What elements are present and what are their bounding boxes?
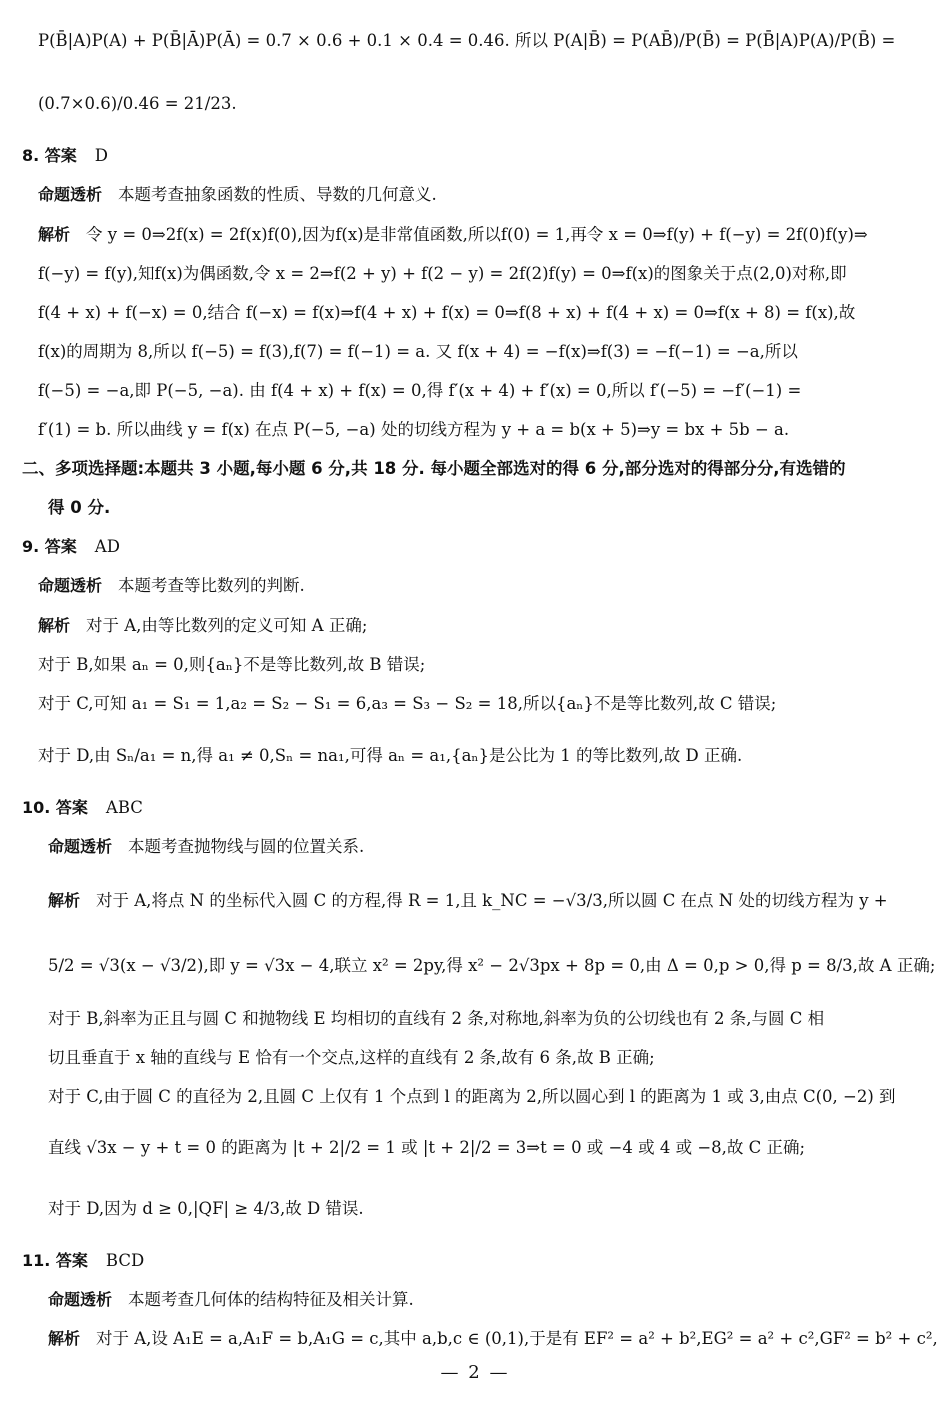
- solution-text: 对于 A,设 A₁E = a,A₁F = b,A₁G = c,其中 a,b,c ∈ (0,1),于是有 EF² = a² + b²,EG² = a² + c²,GF² = b² + c²,: [96, 1329, 938, 1348]
- solution-text: 对于 A,将点 N 的坐标代入圆 C 的方程,得 R = 1,且 k_NC = −√3/3,所以圆 C 在点 N 处的切线方程为 y +: [96, 891, 888, 910]
- topic-text: 本题考查几何体的结构特征及相关计算.: [128, 1290, 414, 1309]
- solution-text: 对于 A,由等比数列的定义可知 A 正确;: [86, 616, 368, 635]
- question-number: 10. 答案: [22, 798, 88, 817]
- page-number: — 2 —: [440, 1362, 510, 1383]
- q11-topic-line: [48, 1289, 414, 1311]
- q9-topic-line: [38, 575, 305, 597]
- q10-solution-line: [48, 890, 888, 912]
- q11-solution-line: [48, 1328, 938, 1350]
- text-line: 直线 √3x − y + t = 0 的距离为 |t + 2|/2 = 1 或 |t + 2|/2 = 3⇒t = 0 或 −4 或 4 或 −8,故 C 正确;: [48, 1138, 806, 1157]
- topic-label: 命题透析: [48, 1290, 113, 1309]
- topic-label: 命题透析: [48, 837, 113, 856]
- section-heading: 二、多项选择题:本题共 3 小题,每小题 6 分,共 18 分. 每小题全部选对的得 6 分,部分选对的得部分分,有选错的: [22, 459, 846, 478]
- solution-label: 解析: [38, 616, 71, 635]
- solution-label: 解析: [38, 225, 71, 244]
- topic-text: 本题考查抛物线与圆的位置关系.: [128, 837, 365, 856]
- topic-label: 命题透析: [38, 576, 103, 595]
- text-line: f′(1) = b. 所以曲线 y = f(x) 在点 P(−5, −a) 处的切线方程为 y + a = b(x + 5)⇒y = bx + 5b − a.: [38, 420, 790, 439]
- answer-value: ABC: [105, 798, 143, 817]
- text-line: f(−5) = −a,即 P(−5, −a). 由 f(4 + x) + f(x) = 0,得 f′(x + 4) + f′(x) = 0,所以 f′(−5) = −f′(−1) =: [38, 381, 802, 400]
- text-line: 对于 C,由于圆 C 的直径为 2,且圆 C 上仅有 1 个点到 l 的距离为 2,所以圆心到 l 的距离为 1 或 3,由点 C(0, −2) 到: [48, 1087, 896, 1106]
- question-number: 9. 答案: [22, 537, 77, 556]
- text-line: f(4 + x) + f(−x) = 0,结合 f(−x) = f(x)⇒f(4 + x) + f(x) = 0⇒f(8 + x) + f(4 + x) = 0⇒f(x + 8) = f(x),故: [38, 303, 856, 322]
- solution-label: 解析: [48, 1329, 81, 1348]
- text-line: (0.7×0.6)/0.46 = 21/23.: [38, 94, 237, 113]
- q10-answer-line: [22, 797, 143, 819]
- answer-value: D: [94, 146, 109, 165]
- question-number: 11. 答案: [22, 1251, 88, 1270]
- text-line: 对于 D,由 Sₙ/a₁ = n,得 a₁ ≠ 0,Sₙ = na₁,可得 aₙ = a₁,{aₙ}是公比为 1 的等比数列,故 D 正确.: [38, 746, 743, 765]
- q11-answer-line: [22, 1250, 144, 1272]
- q9-answer-line: [22, 536, 120, 558]
- text-line: f(x)的周期为 8,所以 f(−5) = f(3),f(7) = f(−1) = a. 又 f(x + 4) = −f(x)⇒f(3) = −f(−1) = −a,所以: [38, 342, 798, 361]
- solution-label: 解析: [48, 891, 81, 910]
- section-heading-cont: 得 0 分.: [48, 498, 111, 517]
- q9-solution-line: [38, 615, 367, 637]
- text-line: 对于 B,如果 aₙ = 0,则{aₙ}不是等比数列,故 B 错误;: [38, 655, 426, 674]
- text-line: 对于 D,因为 d ≥ 0,|QF| ≥ 4/3,故 D 错误.: [48, 1199, 364, 1218]
- answer-value: BCD: [105, 1251, 145, 1270]
- q8-solution-line: [38, 224, 868, 246]
- q8-answer-line: [22, 145, 108, 167]
- question-number: 8. 答案: [22, 146, 77, 165]
- topic-label: 命题透析: [38, 185, 103, 204]
- text-line: P(B̄|A)P(A) + P(B̄|Ā)P(Ā) = 0.7 × 0.6 + 0.1 × 0.4 = 0.46. 所以 P(A|B̄) = P(AB̄)/P(B̄) = P(B̄|A)P(A)/P(B̄) =: [38, 31, 896, 50]
- text-line: f(−y) = f(y),知f(x)为偶函数,令 x = 2⇒f(2 + y) + f(2 − y) = 2f(2)f(y) = 0⇒f(x)的图象关于点(2,0)对称,即: [38, 264, 847, 283]
- text-line: 切且垂直于 x 轴的直线与 E 恰有一个交点,这样的直线有 2 条,故有 6 条,故 B 正确;: [48, 1048, 655, 1067]
- text-line: 对于 C,可知 a₁ = S₁ = 1,a₂ = S₂ − S₁ = 6,a₃ = S₃ − S₂ = 18,所以{aₙ}不是等比数列,故 C 错误;: [38, 694, 777, 713]
- q8-topic-line: [38, 184, 437, 206]
- q10-topic-line: [48, 836, 364, 858]
- topic-text: 本题考查抽象函数的性质、导数的几何意义.: [118, 185, 437, 204]
- topic-text: 本题考查等比数列的判断.: [118, 576, 305, 595]
- text-line: 5/2 = √3(x − √3/2),即 y = √3x − 4,联立 x² = 2py,得 x² − 2√3px + 8p = 0,由 Δ = 0,p > 0,得 p = 8/3,故 A 正确;: [48, 956, 936, 975]
- text-line: 对于 B,斜率为正且与圆 C 和抛物线 E 均相切的直线有 2 条,对称地,斜率为负的公切线也有 2 条,与圆 C 相: [48, 1009, 825, 1028]
- answer-value: AD: [94, 537, 120, 556]
- solution-text: 令 y = 0⇒2f(x) = 2f(x)f(0),因为f(x)是非常值函数,所以f(0) = 1,再令 x = 0⇒f(y) + f(−y) = 2f(0)f(y)⇒: [86, 225, 868, 244]
